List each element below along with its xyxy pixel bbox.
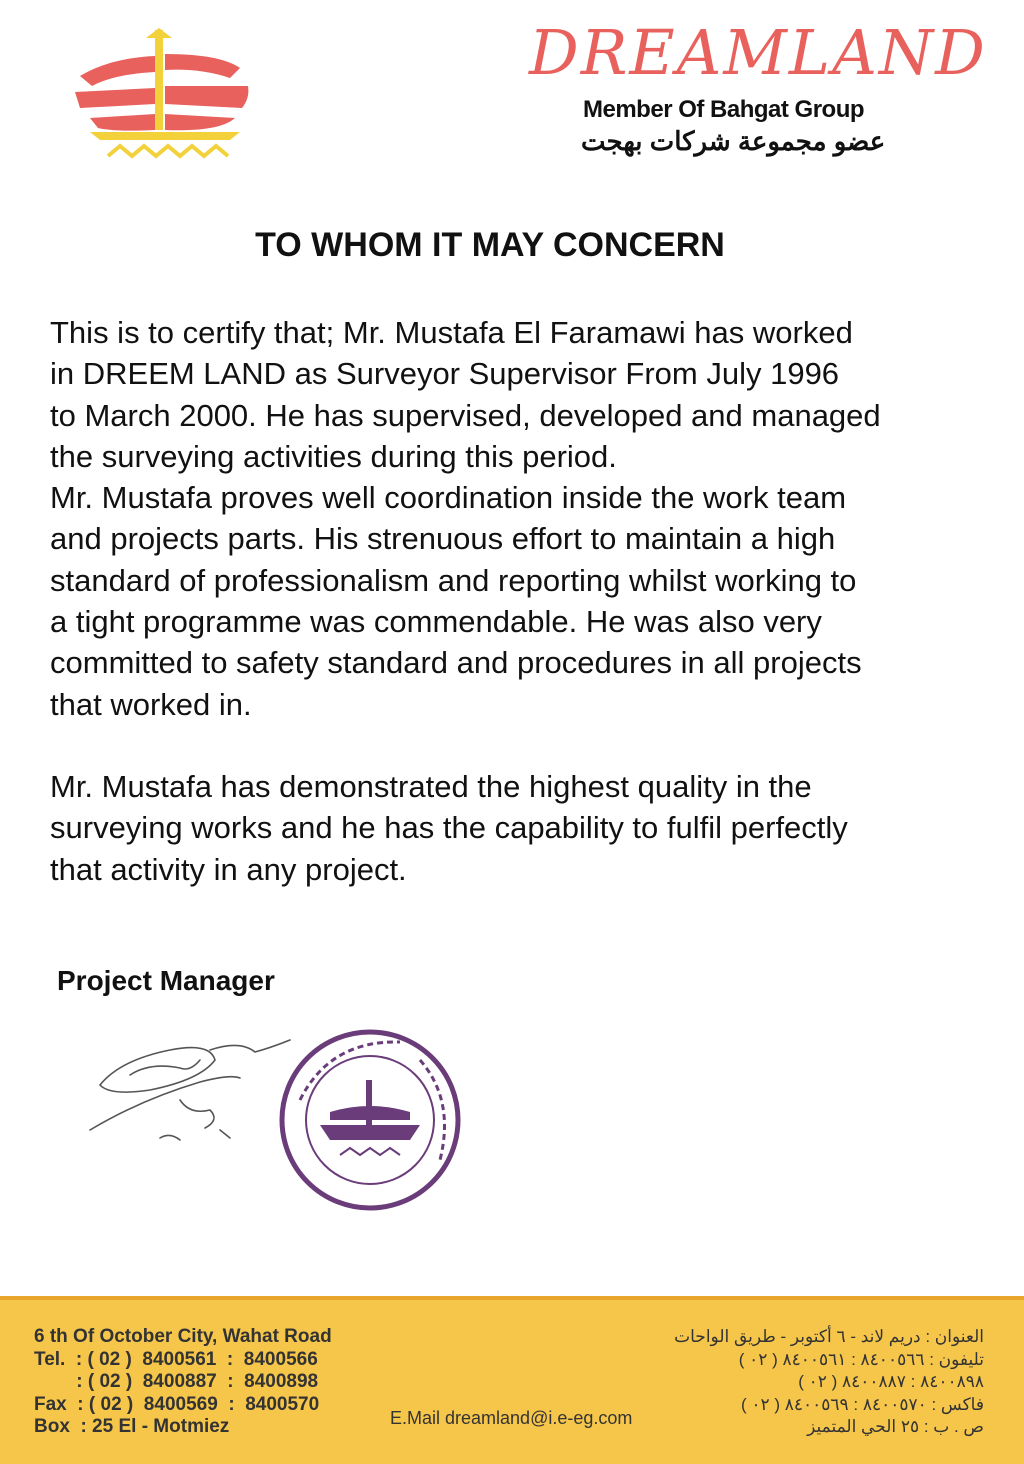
footer-arabic-line: فاكس : ٨٤٠٠٥٧٠ : ٨٤٠٠٥٦٩ ( ٠٢ ) bbox=[740, 1394, 984, 1414]
footer-address: 6 th Of October City, Wahat Road bbox=[34, 1326, 332, 1347]
body-line: standard of professionalism and reporting whilst working to bbox=[50, 562, 857, 598]
footer-arabic-line: ٨٤٠٠٨٩٨ : ٨٤٠٠٨٨٧ ( ٠٢ ) bbox=[798, 1372, 984, 1391]
body-line: that activity in any project. bbox=[50, 851, 407, 887]
body-line: committed to safety standard and procedures in all projects bbox=[50, 645, 862, 681]
footer-tel-1: Tel. : ( 02 ) 8400561 : 8400566 bbox=[34, 1348, 318, 1370]
body-line: surveying works and he has the capability to fulfil perfectly bbox=[50, 810, 848, 846]
footer-arabic-line: العنوان : دريم لاند - ٦ أكتوبر - طريق الواحات bbox=[674, 1327, 984, 1346]
footer-arabic-line: ص . ب : ٢٥ الحي المتميز bbox=[807, 1417, 984, 1436]
body-line: and projects parts. His strenuous effort to maintain a high bbox=[50, 521, 836, 557]
brand-header bbox=[525, 16, 987, 157]
body-line: in DREEM LAND as Surveyor Supervisor From July 1996 bbox=[50, 356, 840, 392]
footer-tel-2: : ( 02 ) 8400887 : 8400898 bbox=[34, 1371, 319, 1392]
body-line: to March 2000. He has supervised, developed and managed bbox=[50, 397, 881, 433]
footer-contact-arabic bbox=[654, 1326, 984, 1439]
body-line: Mr. Mustafa has demonstrated the highest quality in the bbox=[50, 768, 812, 804]
body-line: Mr. Mustafa proves well coordination inside the work team bbox=[50, 480, 847, 516]
signatory-title: Project Manager bbox=[57, 965, 275, 996]
handwritten-signature-icon bbox=[80, 1020, 300, 1150]
letter-footer bbox=[0, 1296, 1024, 1464]
body-line: a tight programme was commendable. He was also very bbox=[50, 604, 822, 640]
footer-box: Box : 25 El - Motmiez bbox=[34, 1416, 230, 1437]
member-of-group: Member Of Bahgat Group bbox=[583, 96, 865, 123]
paragraph-gap bbox=[50, 725, 1010, 766]
dreamland-sail-logo-icon bbox=[70, 28, 260, 163]
body-line: This is to certify that; Mr. Mustafa El Faramawi has worked bbox=[50, 315, 853, 350]
letter-body bbox=[50, 312, 1010, 890]
brand-name: DREAMLAND bbox=[529, 16, 987, 89]
footer-email: E.Mail dreamland@i.e-eg.com bbox=[390, 1408, 633, 1428]
body-line: the surveying activities during this period. bbox=[50, 438, 617, 474]
member-of-group-arabic: عضو مجموعة شركات بهجت bbox=[581, 126, 886, 156]
letter-heading: TO WHOM IT MAY CONCERN bbox=[255, 226, 725, 264]
body-line: that worked in. bbox=[50, 686, 252, 722]
footer-fax: Fax : ( 02 ) 8400569 : 8400570 bbox=[34, 1393, 320, 1415]
footer-contact-english bbox=[34, 1326, 332, 1439]
footer-arabic-line: تليفون : ٨٤٠٠٥٦٦ : ٨٤٠٠٥٦١ ( ٠٢ ) bbox=[738, 1349, 984, 1369]
company-seal-icon bbox=[270, 1020, 470, 1220]
